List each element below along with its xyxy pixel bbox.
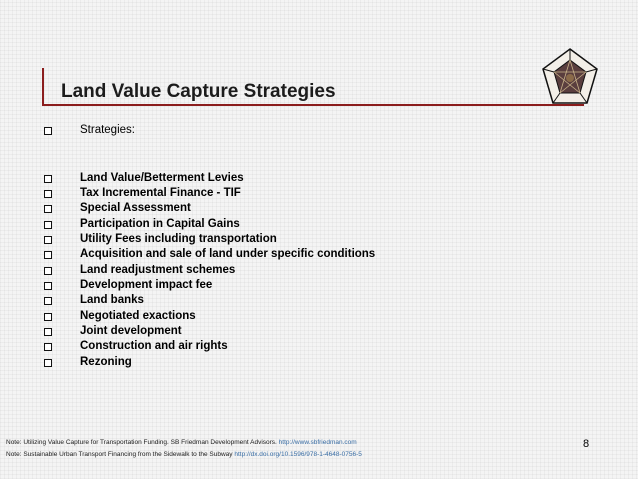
strategy-item: Land Value/Betterment Levies xyxy=(80,172,244,184)
strategy-item: Acquisition and sale of land under specific conditions xyxy=(80,248,376,260)
page-number: 8 xyxy=(583,438,590,450)
footnote-1 xyxy=(6,437,362,449)
intro-bullet-icon xyxy=(44,123,52,138)
footnote-1-text: Note: Utilizing Value Capture for Transportation Funding. SB Friedman Development Advisors. xyxy=(6,439,277,446)
strategy-item: Rezoning xyxy=(80,356,132,368)
bullet-icon xyxy=(44,217,52,232)
bullet-icon xyxy=(44,309,52,324)
footnote-1-link[interactable]: http://www.sbfriedman.com xyxy=(278,439,357,446)
slide-title: Land Value Capture Strategies xyxy=(61,81,336,102)
bullet-icon xyxy=(44,339,52,354)
title-left-rule xyxy=(42,68,44,106)
title-underline xyxy=(44,104,584,106)
footnotes xyxy=(6,437,362,461)
pentagon-logo-icon xyxy=(540,46,600,106)
strategy-item: Utility Fees including transportation xyxy=(80,233,277,245)
bullet-icon xyxy=(44,263,52,278)
bullet-icon xyxy=(44,278,52,293)
strategy-item: Tax Incremental Finance - TIF xyxy=(80,187,241,199)
strategy-item: Participation in Capital Gains xyxy=(80,218,240,230)
bullet-icon xyxy=(44,171,52,186)
strategy-item: Joint development xyxy=(80,325,182,337)
strategy-item: Negotiated exactions xyxy=(80,310,196,322)
strategy-item: Special Assessment xyxy=(80,202,191,214)
intro-text: Strategies: xyxy=(80,124,135,136)
footnote-2 xyxy=(6,449,362,461)
bullet-icon xyxy=(44,247,52,262)
strategy-item: Land banks xyxy=(80,294,144,306)
bullet-icon xyxy=(44,186,52,201)
bullet-icon xyxy=(44,232,52,247)
footnote-2-link[interactable]: http://dx.doi.org/10.1596/978-1-4648-0756-5 xyxy=(234,451,362,458)
bullet-icon xyxy=(44,201,52,216)
strategy-item: Land readjustment schemes xyxy=(80,264,236,276)
footnote-2-text: Note: Sustainable Urban Transport Financing from the Sidewalk to the Subway xyxy=(6,451,233,458)
bullet-icon xyxy=(44,355,52,370)
bullet-icon xyxy=(44,324,52,339)
bullet-icon xyxy=(44,293,52,308)
strategy-item: Construction and air rights xyxy=(80,340,228,352)
strategy-item: Development impact fee xyxy=(80,279,213,291)
